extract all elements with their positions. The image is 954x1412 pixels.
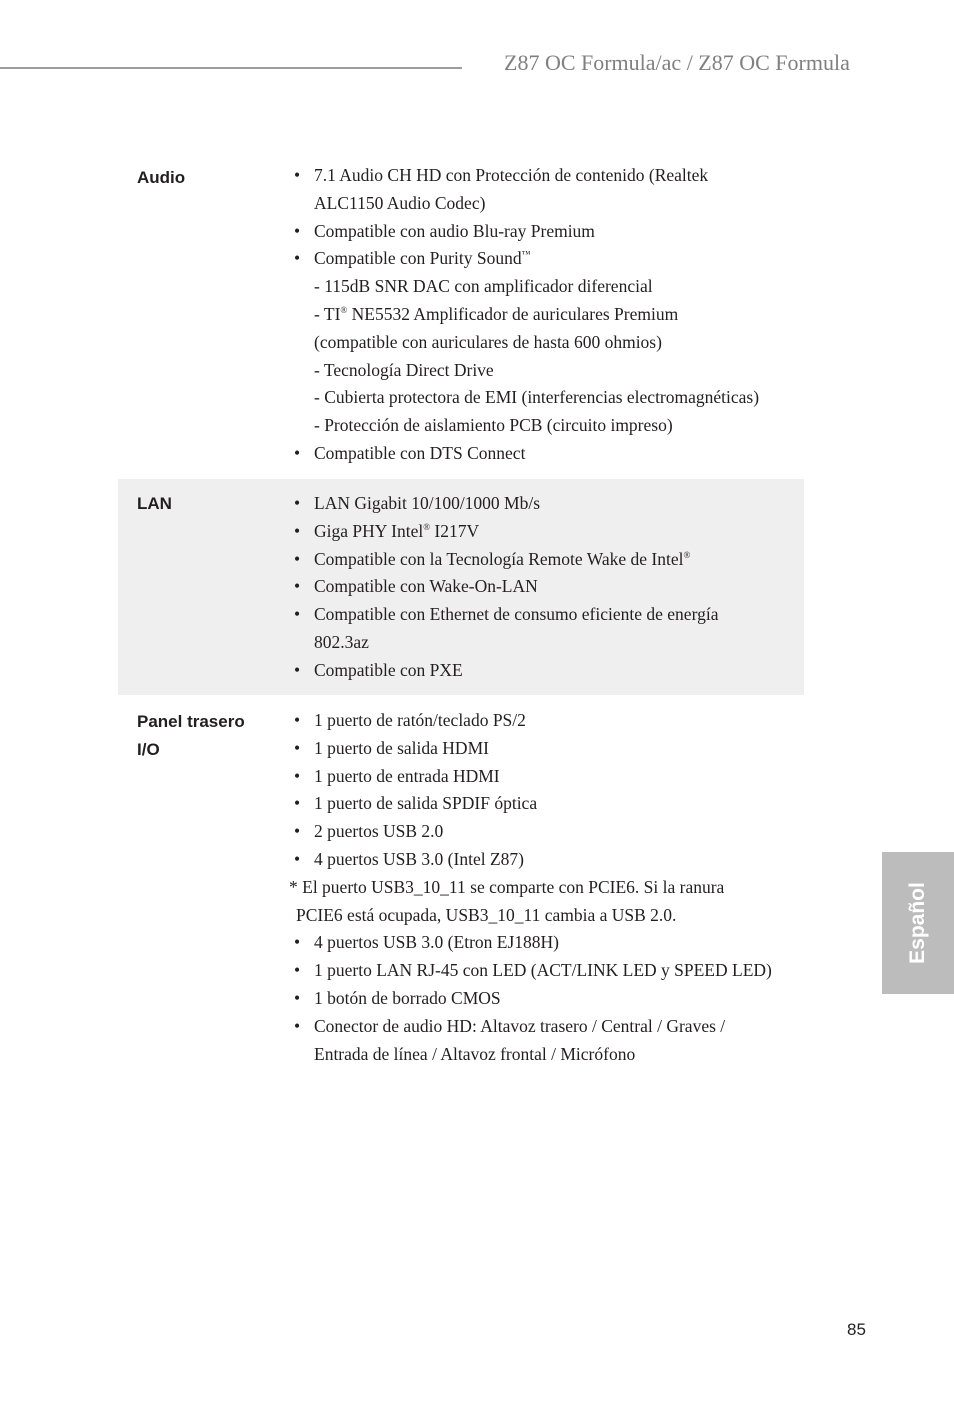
spec-note [289,902,789,930]
spec-item-text: 4 puertos USB 3.0 (Etron EJ188H) [314,932,559,953]
spec-item-text: * El puerto USB3_10_11 se comparte con PCIE6. Si la ranura [289,876,725,897]
spec-subitem [289,1041,789,1069]
spec-item-text-after: I217V [430,520,480,541]
language-tab-label: Español [906,882,929,964]
spec-list-rear-io [289,707,789,1068]
spec-item-text: Compatible con la Tecnología Remote Wake de Intel [314,548,684,569]
spec-item [289,245,789,273]
spec-item-text: 1 puerto de salida HDMI [314,737,489,758]
spec-item-text: Compatible con Wake-On-LAN [314,576,538,597]
spec-list-lan [289,490,789,685]
language-tab [882,852,954,994]
spec-item-text: Conector de audio HD: Altavoz trasero / Central / Graves / [314,1015,726,1036]
trademark-symbol: ® [340,304,348,315]
section-label-rear-io-line1: Panel trasero [137,712,245,731]
page-number: 85 [847,1320,866,1339]
trademark-symbol: ™ [521,249,531,260]
spec-subitem [289,329,789,357]
spec-item [289,957,789,985]
spec-item [289,518,789,546]
spec-item-text: Compatible con PXE [314,659,463,680]
spec-item [289,218,789,246]
page-header-title: Z87 OC Formula/ac / Z87 OC Formula [504,50,850,75]
spec-item [289,1013,789,1041]
spec-item-text: - TI [314,303,341,324]
spec-item [289,735,789,763]
spec-item [289,490,789,518]
spec-item [289,763,789,791]
spec-item [289,657,789,685]
spec-item-text: 1 puerto de entrada HDMI [314,765,500,786]
spec-item-text: - 115dB SNR DAC con amplificador diferencial [314,276,653,297]
spec-item-text: 1 botón de borrado CMOS [314,987,501,1008]
spec-item-text: 4 puertos USB 3.0 (Intel Z87) [314,848,524,869]
spec-item-text: (compatible con auriculares de hasta 600 ohmios) [314,331,662,352]
spec-item-text: Compatible con Ethernet de consumo eficiente de energía [314,604,719,625]
section-lan [118,479,804,695]
spec-item-text: Compatible con audio Blu-ray Premium [314,220,595,241]
spec-item [289,707,789,735]
spec-item [289,846,789,874]
spec-item-text-after: NE5532 Amplificador de auriculares Premium [347,303,679,324]
spec-item-text: 1 puerto LAN RJ-45 con LED (ACT/LINK LED y SPEED LED) [314,960,772,981]
spec-item [289,546,789,574]
spec-item-text: Giga PHY Intel [314,520,424,541]
spec-item-text: 802.3az [314,631,369,652]
spec-item [289,818,789,846]
section-label-rear-io [137,708,245,764]
spec-item [289,440,789,468]
header-rule [0,67,462,69]
spec-subitem [289,301,789,329]
trademark-symbol: ® [423,521,431,532]
spec-subitem [289,273,789,301]
spec-item [289,929,789,957]
spec-item-text: 7.1 Audio CH HD con Protección de contenido (Realtek [314,165,709,185]
spec-subitem [289,357,789,385]
spec-subitem [289,384,789,412]
spec-subitem [289,629,789,657]
section-label-rear-io-line2: I/O [137,740,160,759]
spec-item-text: ALC1150 Audio Codec) [314,192,486,213]
section-label-audio: Audio [137,168,186,187]
section-audio [118,160,804,478]
spec-item-text: Compatible con Purity Sound [314,248,522,269]
spec-item [289,162,789,190]
spec-item-text: PCIE6 está ocupada, USB3_10_11 cambia a USB 2.0. [296,904,677,925]
spec-item-text: 1 puerto de salida SPDIF óptica [314,793,538,814]
spec-subitem [289,190,789,218]
spec-subitem [289,412,789,440]
trademark-symbol: ® [683,549,691,560]
spec-item-text: 1 puerto de ratón/teclado PS/2 [314,710,526,730]
spec-item-text: - Tecnología Direct Drive [314,359,494,380]
spec-item-text: LAN Gigabit 10/100/1000 Mb/s [314,493,541,513]
spec-note [289,874,789,902]
spec-item [289,573,789,601]
spec-item-text: Entrada de línea / Altavoz frontal / Micrófono [314,1043,636,1064]
spec-item-text: - Protección de aislamiento PCB (circuito impreso) [314,415,673,436]
spec-list-audio [289,162,789,468]
spec-item [289,790,789,818]
section-rear-io [118,696,804,1076]
spec-item-text: 2 puertos USB 2.0 [314,821,444,842]
spec-item-text: - Cubierta protectora de EMI (interferencias electromagnéticas) [314,387,760,408]
spec-item [289,601,789,629]
spec-item [289,985,789,1013]
section-label-lan: LAN [137,494,172,513]
spec-item-text: Compatible con DTS Connect [314,442,526,463]
